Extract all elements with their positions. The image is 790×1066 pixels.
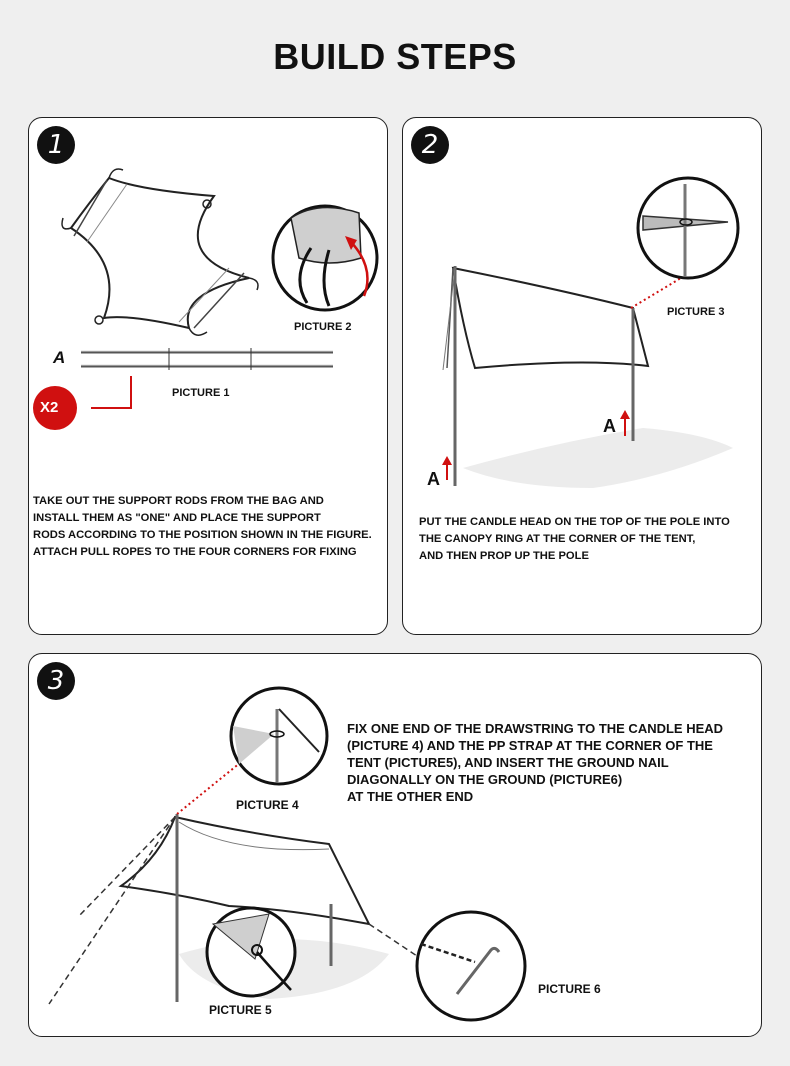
pole-arrowhead-right bbox=[620, 410, 630, 419]
quantity-label: X2 bbox=[40, 399, 59, 416]
guy-line bbox=[49, 817, 175, 1004]
step-3-illustration bbox=[29, 654, 762, 1037]
instruction-line: TENT (PICTURE5), AND INSERT THE GROUND NAIL bbox=[347, 755, 669, 770]
instruction-line: AT THE OTHER END bbox=[347, 789, 474, 804]
step-1-panel bbox=[28, 117, 388, 635]
ground-shadow bbox=[463, 428, 733, 488]
step-number-3: 3 bbox=[37, 662, 75, 700]
instruction-line: (PICTURE 4) AND THE PP STRAP AT THE CORNER OF THE bbox=[347, 738, 713, 753]
instruction-line: PUT THE CANDLE HEAD ON THE TOP OF THE POLE INTO bbox=[419, 516, 730, 528]
picture-6-detail-circle bbox=[417, 912, 525, 1020]
tarp-outline bbox=[71, 178, 249, 328]
step-number-1: 1 bbox=[37, 126, 75, 164]
corner-hook bbox=[249, 278, 258, 290]
pole-label-a-left: A bbox=[427, 469, 440, 489]
step-number-2: 2 bbox=[411, 126, 449, 164]
corner-ring bbox=[95, 316, 103, 324]
tarp-fold bbox=[447, 268, 453, 368]
guy-line bbox=[443, 268, 455, 370]
picture-4-label: PICTURE 4 bbox=[236, 798, 299, 812]
instruction-line: INSTALL THEM AS "ONE" AND PLACE THE SUPPORT bbox=[33, 512, 321, 524]
pole-arrowhead-left bbox=[442, 456, 452, 465]
instruction-line: TAKE OUT THE SUPPORT RODS FROM THE BAG AND bbox=[33, 495, 324, 507]
picture-6-label: PICTURE 6 bbox=[538, 982, 601, 996]
corner-hook bbox=[62, 218, 71, 229]
picture-5-label: PICTURE 5 bbox=[209, 1003, 272, 1017]
pole-label-a-right: A bbox=[603, 416, 616, 436]
corner-hook bbox=[189, 328, 207, 335]
instruction-line: RODS ACCORDING TO THE POSITION SHOWN IN THE FIGURE. bbox=[33, 529, 372, 541]
picture-2-fabric bbox=[291, 208, 361, 263]
instruction-line: AND THEN PROP UP THE POLE bbox=[419, 550, 589, 562]
picture-2-label: PICTURE 2 bbox=[294, 321, 352, 333]
instruction-line: THE CANOPY RING AT THE CORNER OF THE TENT, bbox=[419, 533, 696, 545]
page-title: BUILD STEPS bbox=[273, 36, 517, 77]
corner-hook bbox=[109, 169, 123, 178]
instruction-line: ATTACH PULL ROPES TO THE FOUR CORNERS FOR FIXING bbox=[33, 546, 357, 558]
quantity-connector-line bbox=[91, 376, 131, 408]
step-3-panel bbox=[28, 653, 762, 1037]
step-1-instructions bbox=[33, 493, 372, 561]
instruction-line: DIAGONALLY ON THE GROUND (PICTURE6) bbox=[347, 772, 623, 787]
picture-1-label: PICTURE 1 bbox=[172, 387, 230, 399]
picture-3-label: PICTURE 3 bbox=[667, 306, 725, 318]
step-2-instructions bbox=[419, 514, 730, 565]
tarp-shape bbox=[453, 268, 648, 368]
instruction-line: FIX ONE END OF THE DRAWSTRING TO THE CANDLE HEAD bbox=[347, 721, 724, 736]
picture-3-leader bbox=[631, 278, 681, 308]
rod-label-a: A bbox=[53, 348, 66, 367]
step-2-panel bbox=[402, 117, 762, 635]
step-3-instructions bbox=[347, 720, 723, 805]
